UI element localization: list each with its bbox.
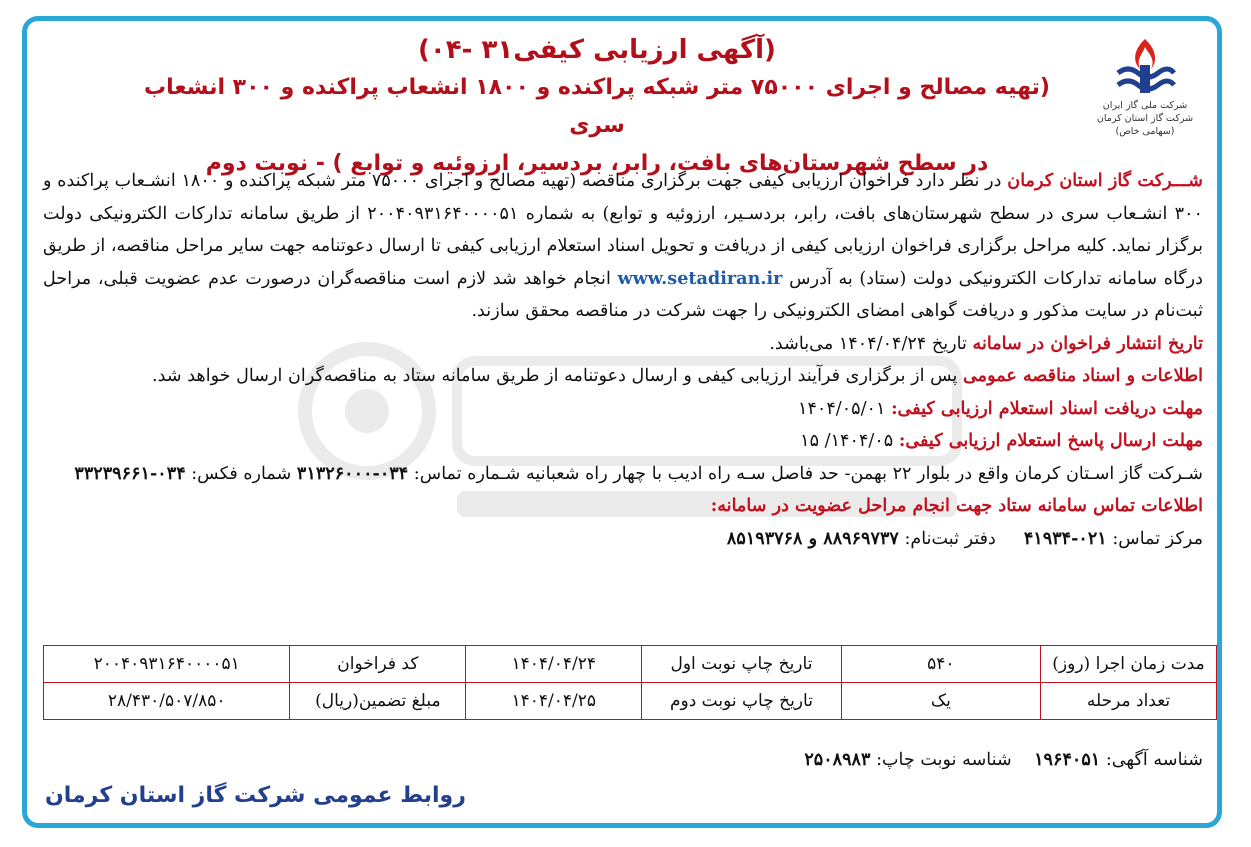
- setadiran-link[interactable]: www.setadiran.ir: [617, 267, 783, 289]
- phone-number: ۰۳۴-۳۱۳۲۶۰۰۰: [296, 462, 409, 484]
- table-cell: تاریخ چاپ نوبت دوم: [642, 683, 841, 720]
- ad-title: (آگهی ارزیابی کیفی۳۱ -۰۴): [418, 35, 776, 65]
- deadline-receive-value: ۱۴۰۴/۰۵/۰۱: [798, 398, 886, 419]
- gas-flame-logo-icon: [1110, 35, 1180, 99]
- docs-text: پس از برگزاری فرآیند ارزیابی کیفی و ارسال دعوتنامه از طریق سامانه ستاد به مناقصه‌گران ارسال خواهد شد.: [152, 366, 958, 386]
- call-center-label: مرکز تماس:: [1112, 528, 1203, 549]
- tender-info-table: [43, 645, 1217, 720]
- deadline-send-value: ۱۴۰۴/۰۵/ ۱۵: [800, 431, 894, 451]
- table-cell: کد فراخوان: [290, 646, 466, 683]
- fax-number: ۰۳۴-۳۳۲۳۹۶۶۱: [74, 462, 186, 484]
- table-cell: مبلغ تضمین(ریال): [290, 683, 466, 720]
- deadline-send-line: [43, 425, 1203, 458]
- table-cell: ۲۸/۴۳۰/۵۰۷/۸۵۰: [44, 683, 290, 720]
- print-id: ۲۵۰۸۹۸۳: [804, 749, 871, 770]
- ad-id-label: شناسه آگهی:: [1105, 750, 1203, 770]
- ad-body: [43, 165, 1203, 555]
- registration-numbers: ۸۸۹۶۹۷۳۷ و ۸۵۱۹۳۷۶۸: [726, 527, 899, 549]
- table-cell: یک: [841, 683, 1040, 720]
- table-cell: ۲۰۰۴۰۹۳۱۶۴۰۰۰۰۵۱: [44, 646, 290, 683]
- logo-line-2: شرکت گاز استان کرمان: [1096, 113, 1194, 124]
- publish-text: تاریخ ۱۴۰۴/۰۴/۲۴ می‌باشد.: [769, 333, 967, 354]
- logo-line-3: (سهامی خاص): [1115, 126, 1175, 137]
- logo-line-1: شرکت ملی گاز ایران: [1102, 100, 1188, 111]
- address-text: شـرکت گاز اسـتان کرمان واقع در بلوار ۲۲ بهمن- حد فاصل سـه راه ادیب با چهار راه شعبانیه شـماره تماس:: [413, 463, 1203, 484]
- tender-info-table-area: [43, 645, 1217, 720]
- deadline-send-label: مهلت ارسال پاسخ استعلام ارزیابی کیفی:: [898, 430, 1203, 451]
- docs-line: [43, 360, 1203, 393]
- deadline-receive-line: [43, 393, 1203, 426]
- table-cell: تعداد مرحله: [1041, 683, 1217, 720]
- table-row: [44, 683, 1217, 720]
- table-cell: تاریخ چاپ نوبت اول: [642, 646, 841, 683]
- contact-line: [43, 523, 1203, 556]
- company-name: شـــرکت گاز استان کرمان: [1007, 170, 1203, 191]
- ad-subtitle-line-2: در سطح شهرستان‌های بافت، رابر، بردسیر، ارزوئیه و توابع ) - نوبت دوم: [205, 151, 989, 176]
- ad-subtitle-line-1: (تهیه مصالح و اجرای ۷۵۰۰۰ متر شبکه پراکنده و ۱۸۰۰ انشعاب پراکنده و ۳۰۰ انشعاب سری: [144, 75, 1050, 138]
- company-logo: [1095, 35, 1195, 138]
- docs-label: اطلاعات و اسناد مناقصه عمومی: [963, 365, 1203, 386]
- ad-identifiers: [804, 749, 1203, 770]
- call-center-number: ۰۲۱-۴۱۹۳۴: [1023, 527, 1107, 549]
- ad-id: ۱۹۶۴۰۵۱: [1034, 749, 1101, 770]
- table-cell: ۵۴۰: [841, 646, 1040, 683]
- publish-label: تاریخ انتشار فراخوان در سامانه: [972, 332, 1203, 354]
- deadline-receive-label: مهلت دریافت اسناد استعلام ارزیابی کیفی:: [891, 397, 1203, 419]
- contact-heading: اطلاعات تماس سامانه ستاد جهت انجام مراحل عضویت در سامانه:: [710, 495, 1203, 516]
- publish-date-line: [43, 328, 1203, 361]
- table-cell: ۱۴۰۴/۰۴/۲۵: [466, 683, 642, 720]
- intro-text: در نظر دارد فراخوان ارزیابی کیفی جهت برگزاری مناقصه (تهیه مصالح و اجرای ۷۵۰۰۰ متر شبکه پراکنده و ۱۸۰۰ انشـعاب پراکنده و ۳۰۰ انشـعاب سری در سطح شهرستان‌های بافت، رابر، بردسـیر، ارزوئیه و توابع) به شماره ۲۰۰۴۰۹۳۱۶۴۰۰۰۰۵۱ از طریق سامانه تدارکات الکترونیکی دولت برگزار نماید. کلیه مراحل برگزاری فراخوان ارزیابی کیفی از دریافت و تحویل اسناد استعلام ارزیابی کیفی تا ارسال دعوتنامه جهت سایر مراحل مناقصه، از طریق درگاه سامانه تدارکات الکترونیکی دولت (ستاد) به آدرس: [43, 171, 1204, 289]
- table-cell: ۱۴۰۴/۰۴/۲۴: [466, 646, 642, 683]
- print-id-label: شناسه نوبت چاپ:: [876, 750, 1012, 770]
- intro-text-end: انجام خواهد شد لازم است مناقصه‌گران درصورت عدم عضویت قبلی، مراحل ثبت‌نام در سایت مذکور و دریافت گواهی امضای الکترونیکی را جهت شرکت در مناقصه محقق سازند.: [43, 268, 1203, 321]
- intro-paragraph: [43, 165, 1203, 328]
- address-line: [43, 458, 1203, 491]
- registration-label: دفتر ثبت‌نام:: [904, 528, 996, 549]
- ad-heading: [127, 31, 1067, 183]
- fax-label: شماره فکس:: [191, 463, 292, 484]
- public-relations-signature: روابط عمومی شرکت گاز استان کرمان: [45, 783, 466, 808]
- table-row: [44, 646, 1217, 683]
- ad-frame: [22, 16, 1222, 828]
- table-cell: مدت زمان اجرا (روز): [1041, 646, 1217, 683]
